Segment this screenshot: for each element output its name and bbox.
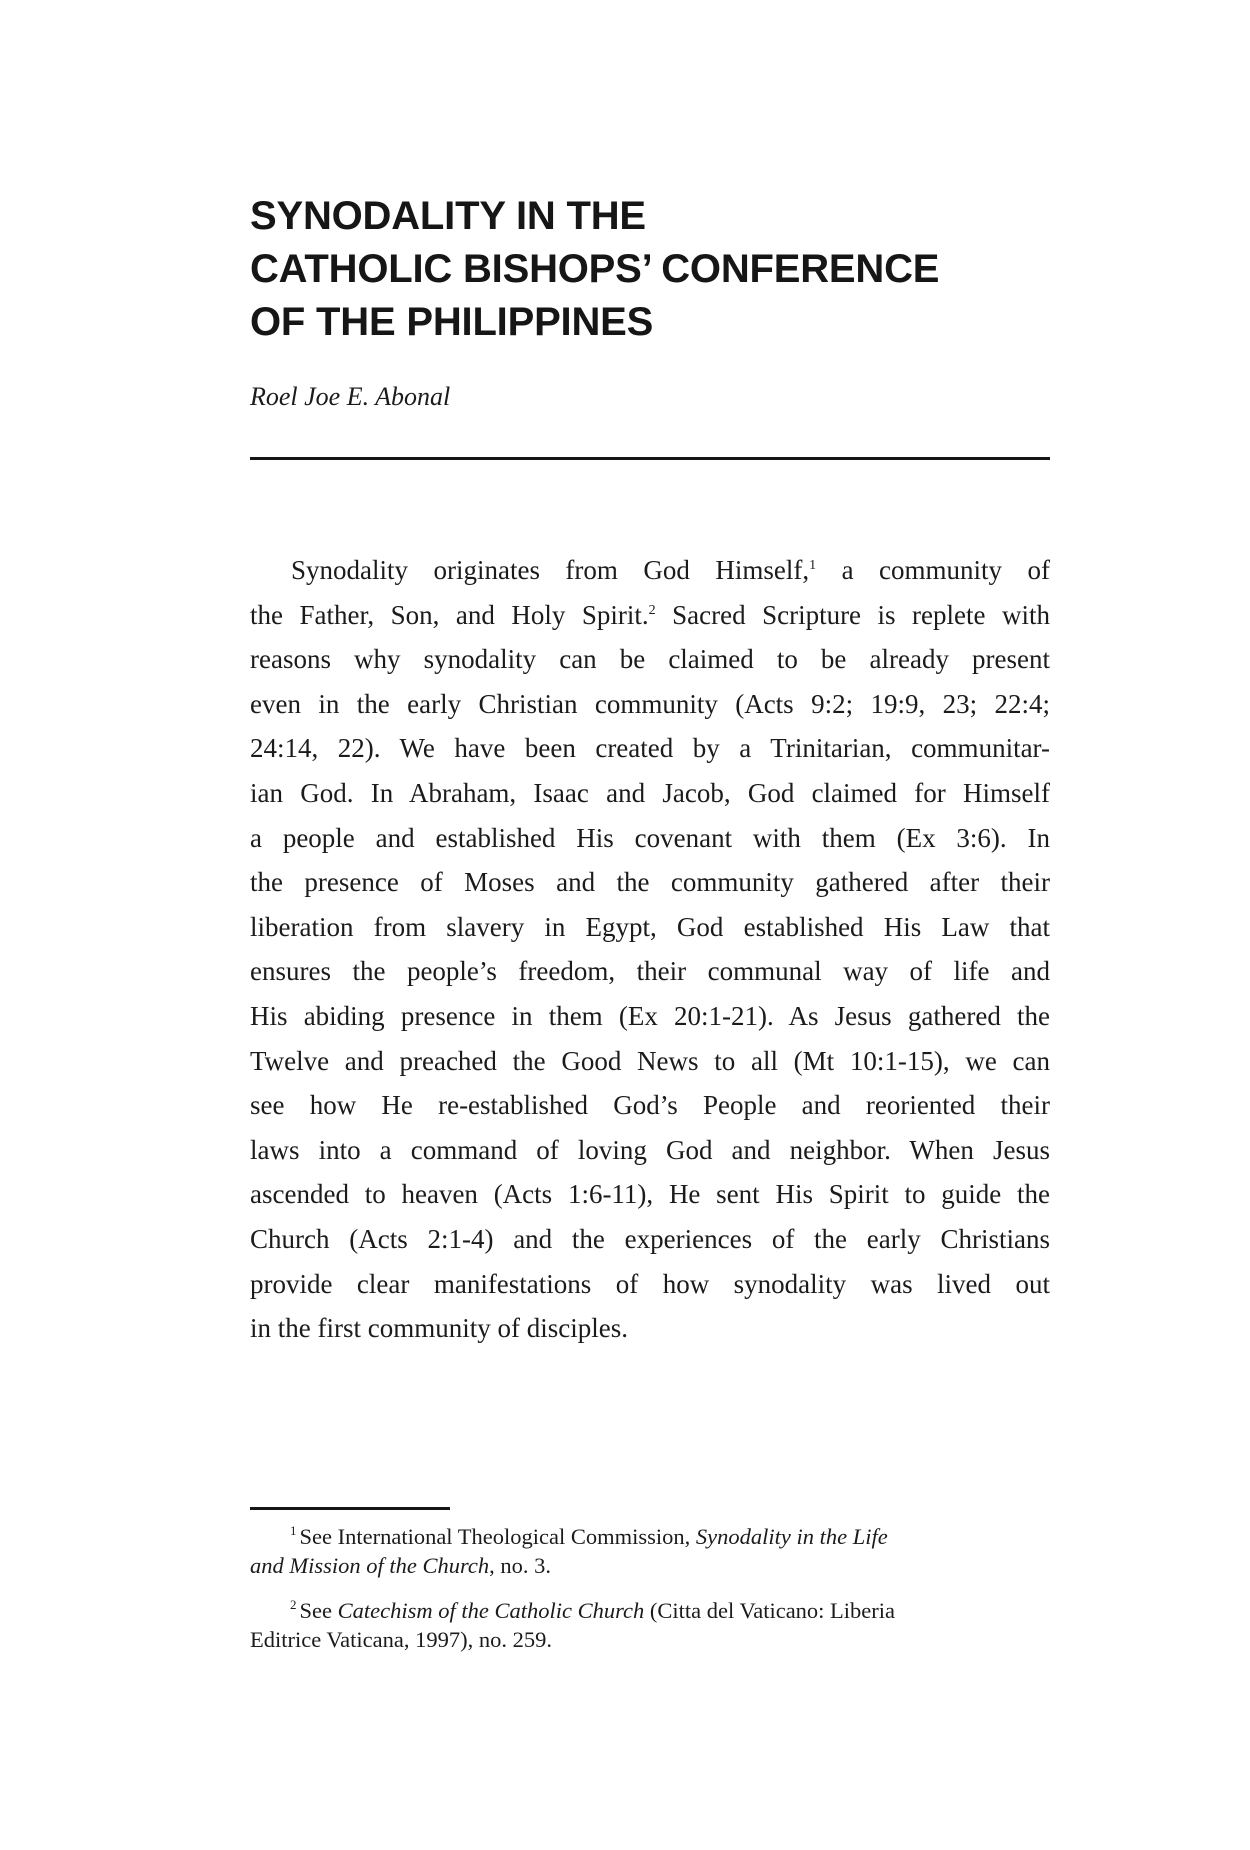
footnote-ref-2[interactable]: 2 [648,602,656,618]
body-line-13: see how He re-established God’s People and reoriented their [250,1090,1050,1121]
body-line-4: even in the early Christian community (Acts 9:2; 19:9, 23; 22:4; [250,688,1050,719]
body-line-14: laws into a command of loving God and neighbor. When Jesus [250,1134,1050,1165]
footnote-1-number: 1 [290,1523,297,1538]
body-line-6: ian God. In Abraham, Isaac and Jacob, God claimed for Himself [250,777,1050,808]
title-line-3: OF THE PHILIPPINES [250,300,654,344]
title-line-2: CATHOLIC BISHOPS’ CONFERENCE [250,247,940,291]
body-line-15: ascended to heaven (Acts 1:6-11), He sent His Spirit to guide the [250,1179,1050,1210]
body-line-8: the presence of Moses and the community gathered after their [250,867,1050,898]
footnote-2-line-1: $^2$ See Catechism of the Catholic Church (Citta del Vaticano: Liberia [290,1597,896,1623]
footnote-1-line-1: $^1$ See International Theological Commission, Synodality in the Life [290,1523,888,1549]
footnotes-section [250,1522,1050,1670]
footnote-2-line-2: Editrice Vaticana, 1997), no. 259. [250,1627,553,1652]
author-byline: Roel Joe E. Abonal [250,382,451,411]
body-line-16: Church (Acts 2:1-4) and the experiences of the early Christians [250,1223,1050,1254]
footnote-1-title: Synodality in the Life [695,1524,888,1549]
body-paragraph [250,548,1050,1351]
footnote-separator-rule [250,1507,450,1510]
title-divider-rule [250,457,1050,460]
footnote-2-title: Catechism of the Catholic Church [337,1598,645,1623]
body-line-10: ensures the people’s freedom, their communal way of life and [250,956,1050,987]
article-title [250,190,1070,349]
body-line-3: reasons why synodality can be claimed to be already present [250,644,1050,675]
footnote-1 [250,1522,1050,1580]
title-line-1: SYNODALITY IN THE [250,194,646,238]
body-line-11: His abiding presence in them (Ex 20:1-21). As Jesus gathered the [250,1000,1050,1031]
body-line-5: 24:14, 22). We have been created by a Trinitarian, communitar- [250,733,1050,764]
body-line-7: a people and established His covenant with them (Ex 3:6). In [250,822,1050,853]
body-line-9: liberation from slavery in Egypt, God established His Law that [250,911,1050,942]
body-line-12: Twelve and preached the Good News to all (Mt 10:1-15), we can [250,1045,1050,1076]
footnote-ref-1[interactable]: 1 [809,558,817,573]
body-line-1: Synodality originates from God Himself,$^1$ a community of [291,555,1051,585]
body-line-17: provide clear manifestations of how synodality was lived out [250,1268,1050,1299]
footnote-2-number: 2 [290,1597,297,1612]
footnote-2 [250,1596,1050,1654]
footnote-1-line-2: and Mission of the Church, no. 3. [250,1553,552,1578]
body-line-18: in the first community of disciples. [250,1313,628,1344]
body-line-2: the Father, Son, and Holy Spirit.$^2$ Sacred Scripture is replete with [250,599,1050,630]
